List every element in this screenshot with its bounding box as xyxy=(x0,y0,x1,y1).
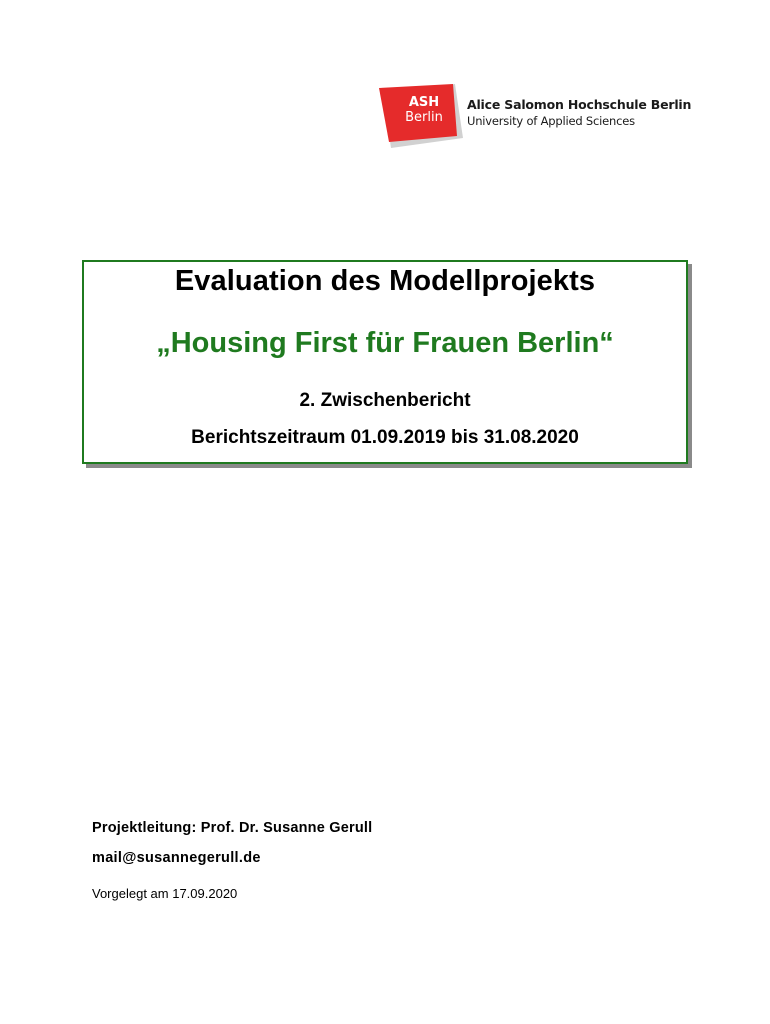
university-name: Alice Salomon Hochschule Berlin xyxy=(467,97,692,112)
submission-date: Vorgelegt am 17.09.2020 xyxy=(92,886,238,901)
university-logo xyxy=(379,84,709,154)
project-lead: Projektleitung: Prof. Dr. Susanne Gerull xyxy=(92,820,373,836)
logo-mark-ash: ASH xyxy=(408,95,440,110)
title-box xyxy=(82,260,688,464)
ash-logo-mark xyxy=(379,84,465,148)
document-title: Evaluation des Modellprojekts xyxy=(174,265,596,297)
logo-mark-berlin: Berlin xyxy=(405,110,443,125)
contact-email: mail@susannegerull.de xyxy=(92,850,261,866)
report-label: 2. Zwischenbericht xyxy=(299,390,471,411)
university-subtitle: University of Applied Sciences xyxy=(467,114,635,128)
project-name: „Housing First für Frauen Berlin“ xyxy=(156,327,614,359)
reporting-period: Berichtszeitraum 01.09.2019 bis 31.08.2020 xyxy=(191,427,579,448)
